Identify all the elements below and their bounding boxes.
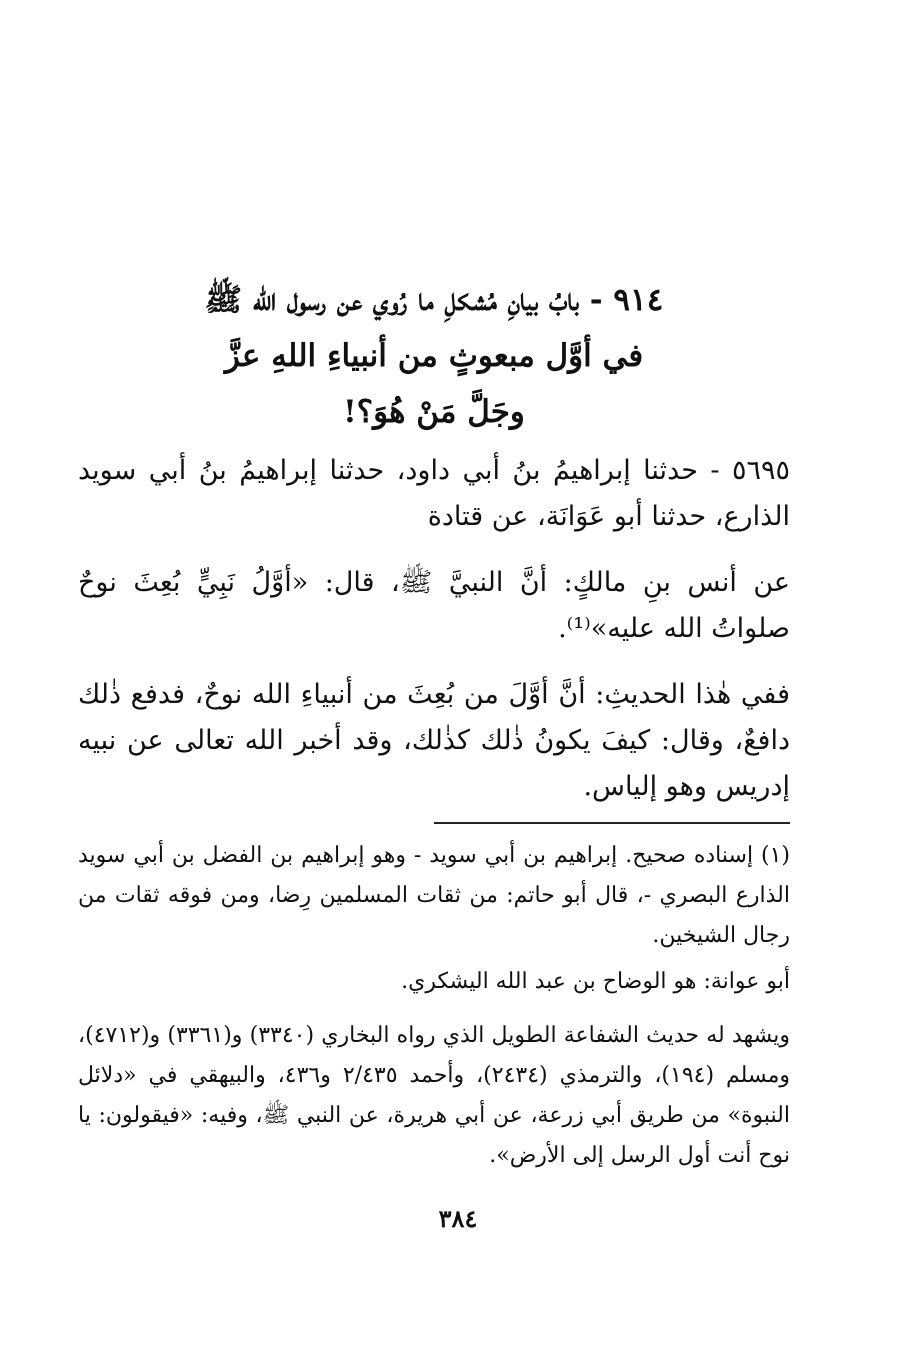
chapter-heading-line-2: في أوَّل مبعوثٍ من أنبياءِ اللهِ عزَّ [224, 338, 644, 374]
chapter-heading-line-3: وجَلَّ مَنْ هُوَ؟! [343, 394, 525, 430]
page-number: ٣٨٤ [438, 1204, 478, 1233]
hadith-chain: ٥٦٩٥ - حدثنا إبراهيمُ بنُ أبي داود، حدثنا إبراهيمُ بنُ أبي سويد الذارع، حدثنا أبو عَوَانَة، عن قتادة [78, 455, 790, 532]
footnote-separator [434, 822, 790, 824]
footnote-2-text: أبو عوانة: هو الوضاح بن عبد الله اليشكري. [401, 969, 790, 994]
footnote-2 [78, 962, 790, 1002]
commentary-text: ففي هٰذا الحديثِ: أنَّ أوَّلَ من بُعِثَ من أنبياءِ الله نوحٌ، فدفع ذٰلك دافعٌ، وقال: كيفَ يكونُ ذٰلك كذٰلك، وقد أخبر الله تعالى عن نبيه إدريس وهو إلياس. [78, 679, 790, 802]
footnote-1 [78, 836, 790, 956]
footnote-1-text: (١) إسناده صحيح. إبراهيم بن أبي سويد - وهو إبراهيم بن الفضل بن أبي سويد الذارع البصري -، قال أبو حاتم: من ثقات المسلمين رِضا، ومن فوقه ثقات من رجال الشيخين. [78, 843, 790, 948]
footnote-3-text: ويشهد له حديث الشفاعة الطويل الذي رواه البخاري (٣٣٤٠) و(٣٣٦١) و(٤٧١٢)، ومسلم (١٩٤)، والترمذي (٢٤٣٤)، وأحمد ٢/٤٣٥ و٤٣٦، والبيهقي في «دلائل النبوة» من طريق أبي زرعة، عن أبي هريرة، عن النبي ﷺ، وفيه: «فيقولون: يا نوح أنت أول الرسل إلى الأرض». [78, 1023, 790, 1168]
hadith-chain-paragraph [78, 448, 790, 540]
chapter-heading [78, 272, 790, 440]
footnote-3 [78, 1016, 790, 1176]
hadith-text-paragraph [78, 560, 790, 652]
hadith-text: عن أنس بنِ مالكٍ: أنَّ النبيَّ ﷺ، قال: «أوَّلُ نَبِيٍّ بُعِثَ نوحٌ صلواتُ الله عليه»⁽¹⁾. [78, 567, 790, 644]
chapter-heading-line-1: ٩١٤ - بابُ بيانِ مُشكلِ ما رُوي عن رسول الله ﷺ [204, 282, 664, 318]
commentary-paragraph [78, 672, 790, 810]
